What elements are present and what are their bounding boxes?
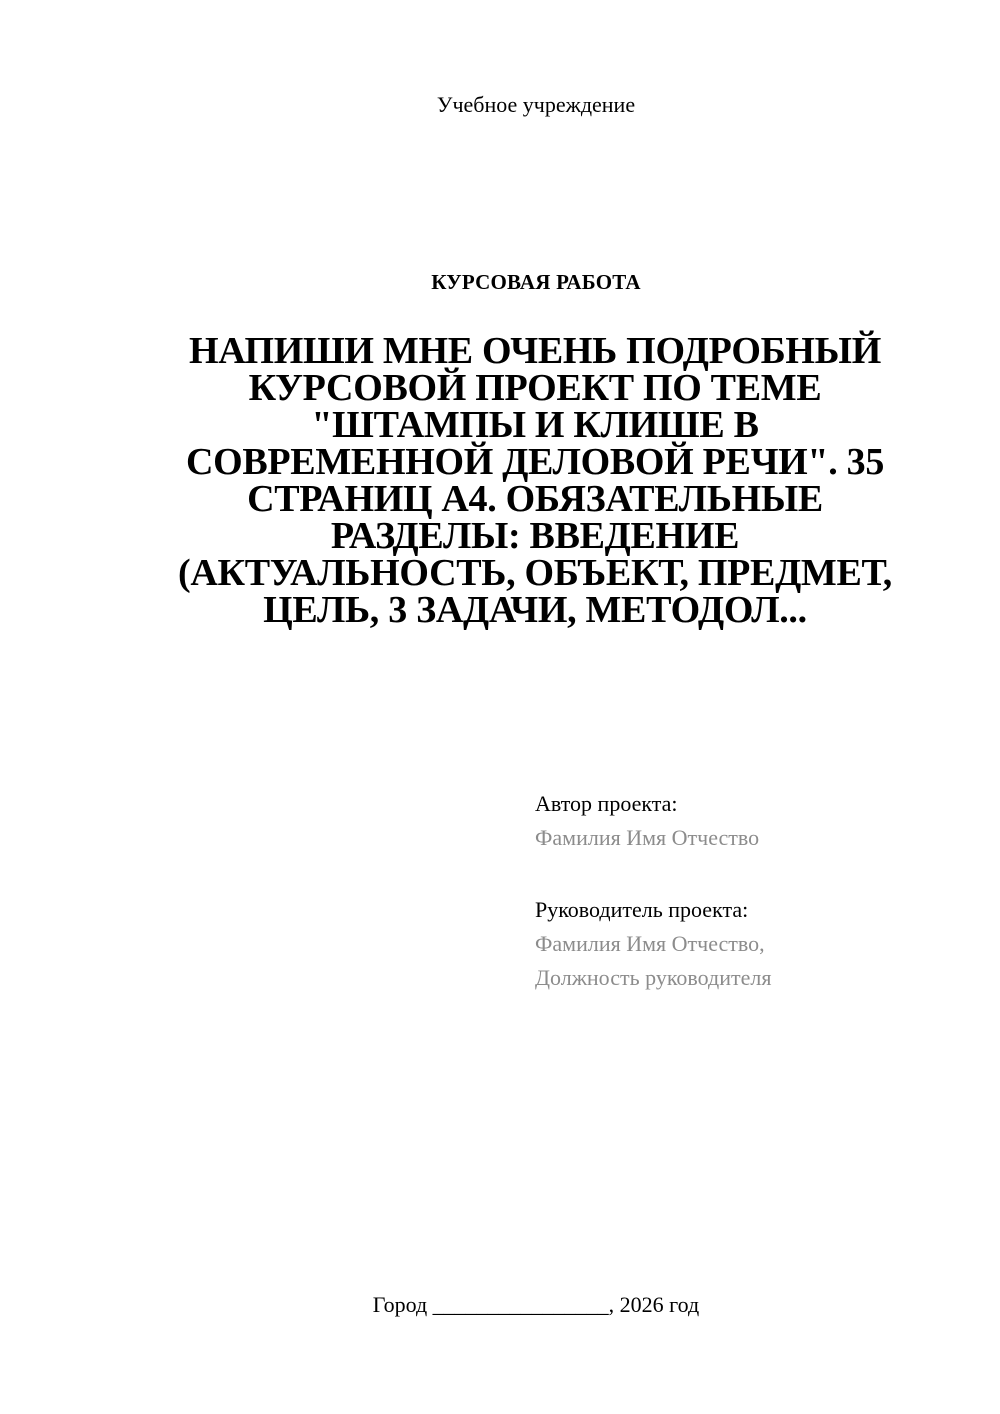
authors-block <box>535 787 975 995</box>
document-type: КУРСОВАЯ РАБОТА <box>431 270 641 294</box>
authors-spacer <box>535 855 975 893</box>
supervisor-name: Фамилия Имя Отчество, <box>535 931 765 956</box>
supervisor-position: Должность руководителя <box>535 965 772 990</box>
author-label: Автор проекта: <box>535 791 678 816</box>
institution-name: Учебное учреждение <box>436 92 636 117</box>
author-name: Фамилия Имя Отчество <box>535 825 760 850</box>
city-year-line: Город ________________, 2026 год <box>372 1292 700 1317</box>
project-title: НАПИШИ МНЕ ОЧЕНЬ ПОДРОБНЫЙ КУРСОВОЙ ПРОЕКТ ПО ТЕМЕ "ШТАМПЫ И КЛИШЕ В СОВРЕМЕННОЙ ДЕЛОВОЙ РЕЧИ". 35 СТРАНИЦ А4. ОБЯЗАТЕЛЬНЫЕ РАЗДЕЛЫ: ВВЕДЕНИЕ (АКТУАЛЬНОСТЬ, ОБЪЕКТ, ПРЕДМЕТ, ЦЕЛЬ, 3 ЗАДАЧИ, МЕТОДОЛ... <box>178 330 892 631</box>
supervisor-label: Руководитель проекта: <box>535 897 749 922</box>
